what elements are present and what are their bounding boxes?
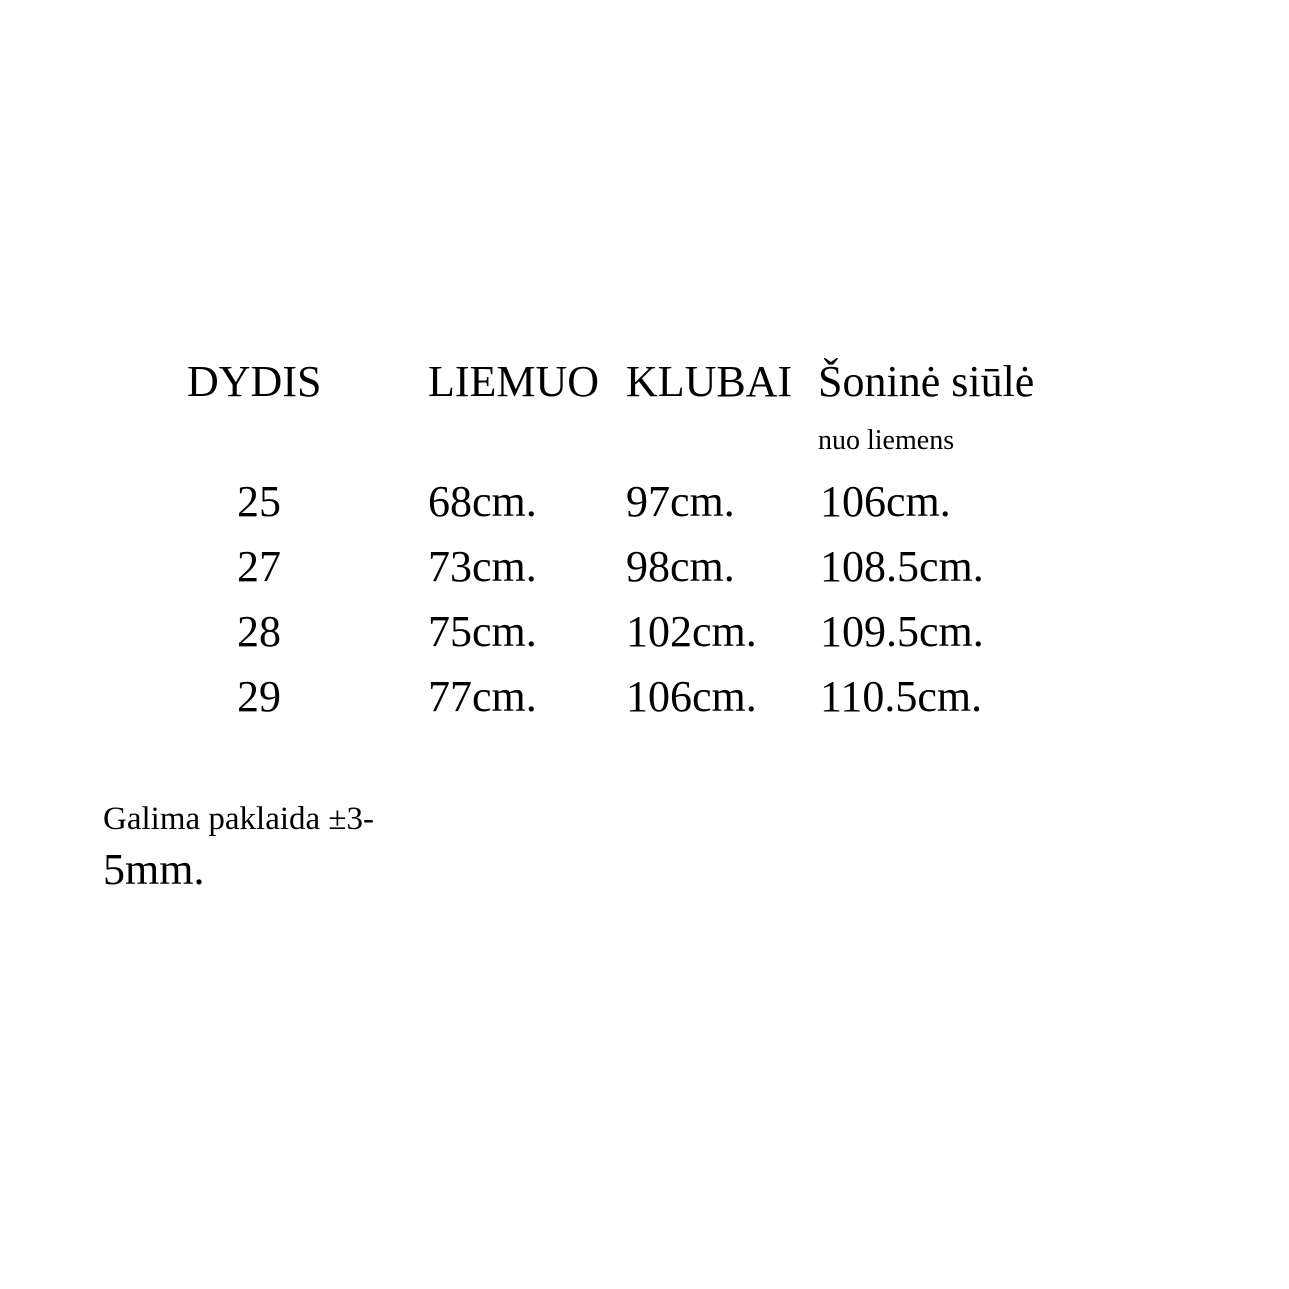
tolerance-note-line1: Galima paklaida ±3- — [103, 801, 375, 837]
header-side-seam: Šoninė siūlė — [818, 357, 1035, 406]
cell-side-seam: 108.5cm. — [820, 542, 984, 591]
cell-side-seam: 106cm. — [820, 477, 951, 526]
cell-hips: 97cm. — [626, 477, 735, 526]
cell-waist: 77cm. — [428, 672, 537, 721]
cell-waist: 73cm. — [428, 542, 537, 591]
cell-size: 27 — [237, 542, 281, 591]
cell-side-seam: 109.5cm. — [820, 607, 984, 656]
cell-waist: 75cm. — [428, 607, 537, 656]
tolerance-note-line2: 5mm. — [103, 845, 205, 894]
cell-size: 28 — [237, 607, 281, 656]
cell-hips: 106cm. — [626, 672, 757, 721]
cell-size: 29 — [237, 672, 281, 721]
cell-size: 25 — [237, 477, 281, 526]
header-size: DYDIS — [187, 357, 322, 406]
header-waist: LIEMUO — [428, 357, 600, 406]
cell-hips: 98cm. — [626, 542, 735, 591]
header-hips: KLUBAI — [626, 357, 793, 406]
cell-side-seam: 110.5cm. — [820, 672, 983, 721]
cell-waist: 68cm. — [428, 477, 537, 526]
header-side-seam-sub: nuo liemens — [818, 425, 955, 456]
cell-hips: 102cm. — [626, 607, 757, 656]
